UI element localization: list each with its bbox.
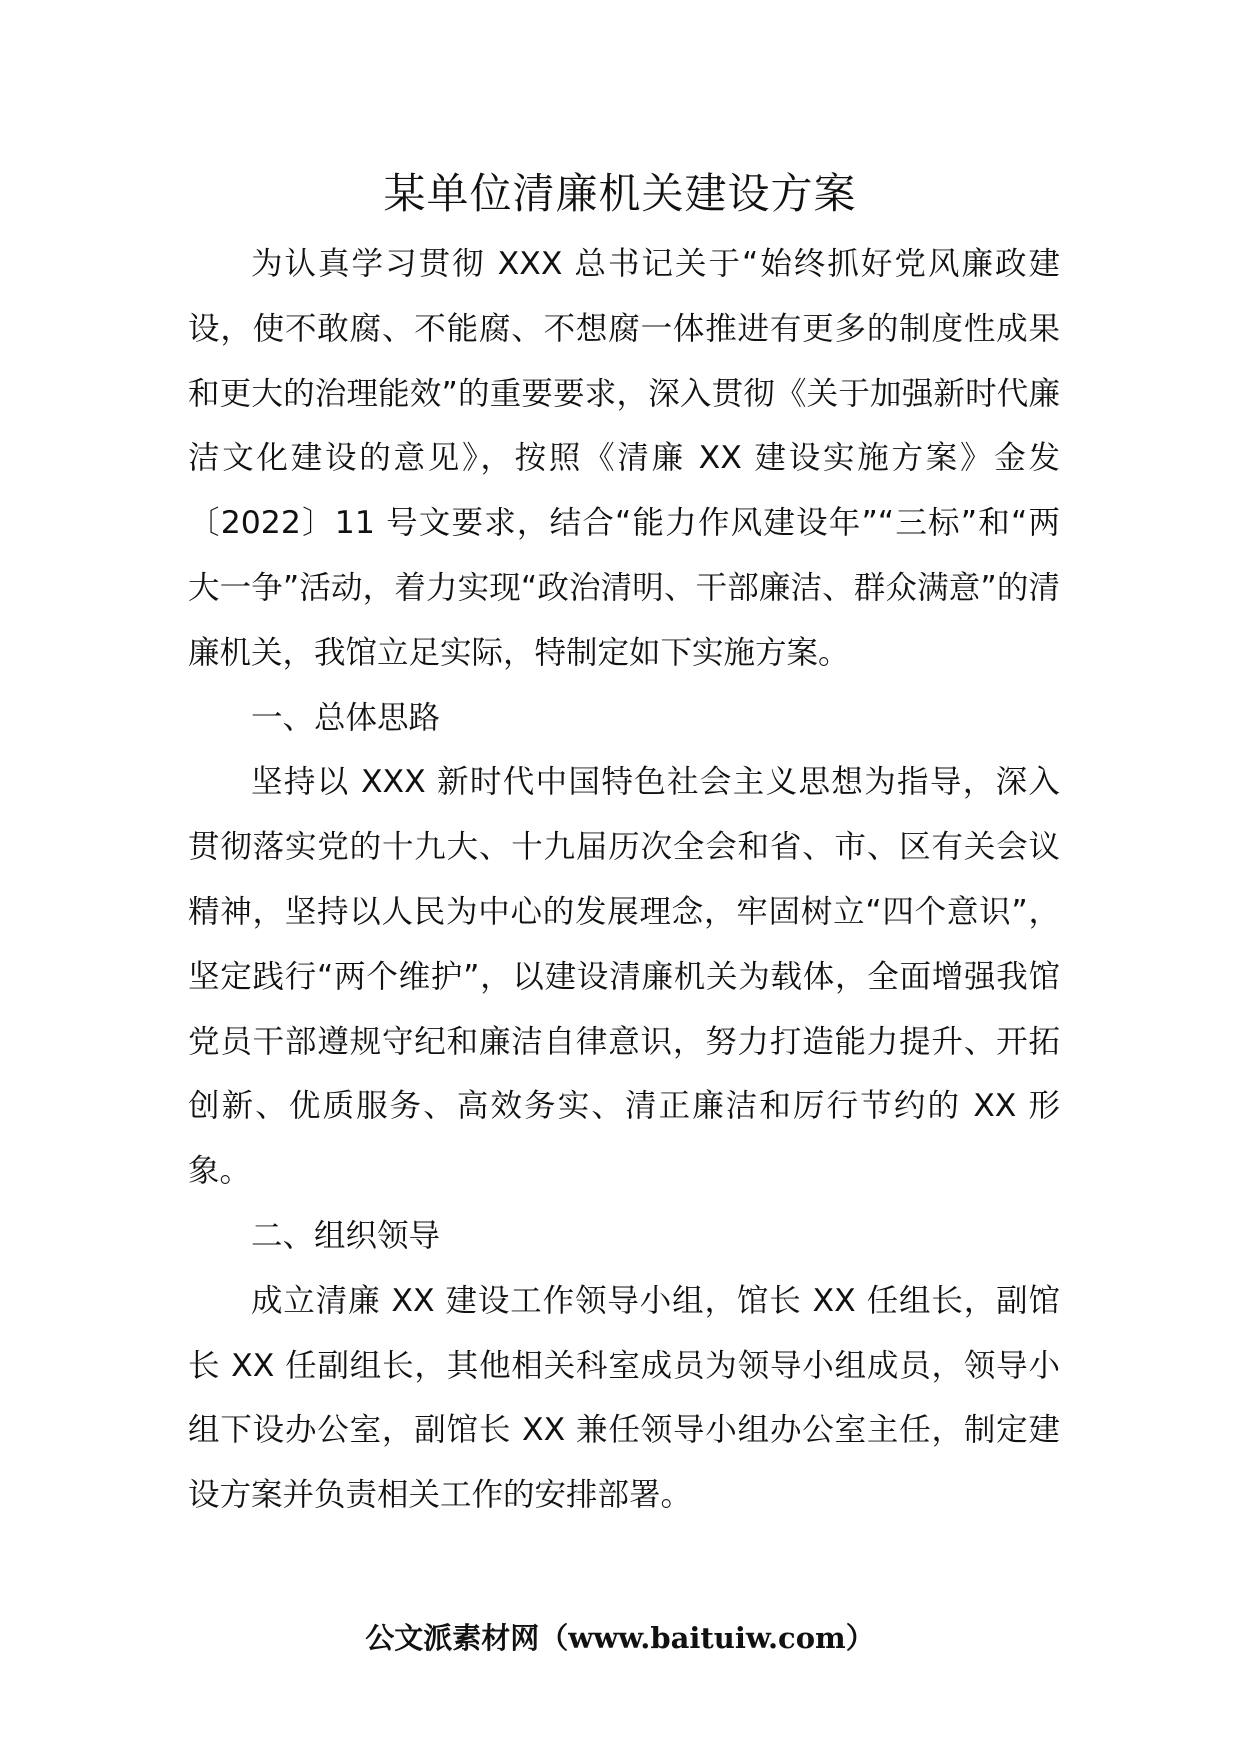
section-heading-overall-approach: 一、总体思路 — [251, 699, 441, 736]
section-heading-organization: 二、组织领导 — [251, 1217, 441, 1254]
document-body — [188, 232, 1060, 1528]
organization-paragraph: 成立清廉 XX 建设工作领导小组，馆长 XX 任组长，副馆长 XX 任副组长，其他相关科室成员为领导小组成员，领导小组下设办公室，副馆长 XX 兼任领导小组办公室主任，制定建设方案并负责相关工作的安排部署。 — [188, 1282, 1060, 1514]
intro-paragraph: 为认真学习贯彻 XXX 总书记关于“始终抓好党风廉政建设，使不敢腐、不能腐、不想腐一体推进有更多的制度性成果和更大的治理能效”的重要要求，深入贯彻《关于加强新时代廉洁文化建设的意见》，按照《清廉 XX 建设实施方案》金发〔2022〕11 号文要求，结合“能力作风建设年”“三标”和“两大一争”活动，着力实现“政治清明、干部廉洁、群众满意”的清廉机关，我馆立足实际，特制定如下实施方案。 — [188, 246, 1060, 671]
document-title: 某单位清廉机关建设方案 — [383, 169, 857, 218]
footer-source: 公文派素材网（www.baituiw.com） — [365, 1621, 875, 1655]
overall-approach-paragraph: 坚持以 XXX 新时代中国特色社会主义思想为指导，深入贯彻落实党的十九大、十九届历次全会和省、市、区有关会议精神，坚持以人民为中心的发展理念，牢固树立“四个意识”，坚定践行“两个维护”，以建设清廉机关为载体，全面增强我馆党员干部遵规守纪和廉洁自律意识，努力打造能力提升、开拓创新、优质服务、高效务实、清正廉洁和厉行节约的 XX 形象。 — [188, 764, 1060, 1190]
